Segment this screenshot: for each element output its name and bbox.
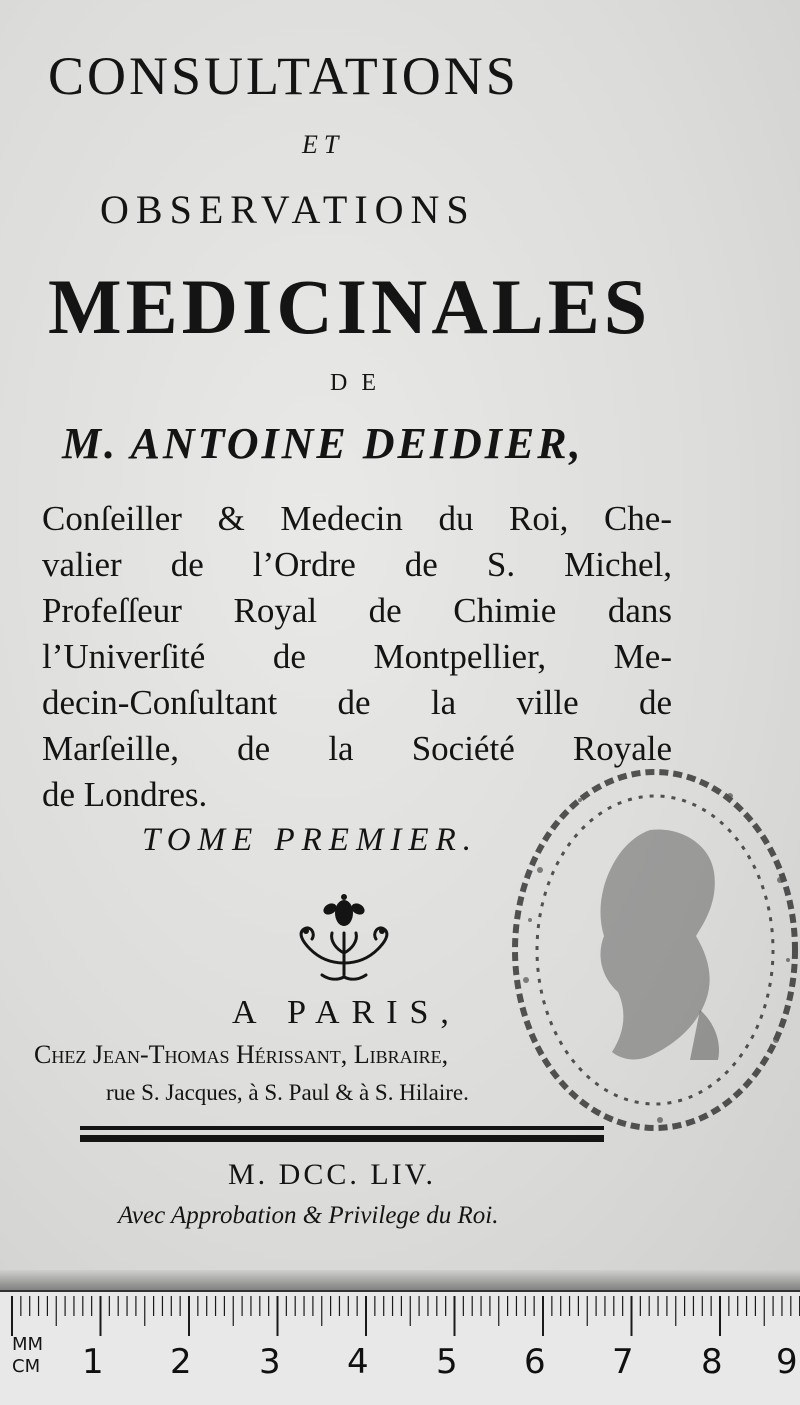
approbation-line: Avec Approbation & Privilege du Roi. — [118, 1202, 499, 1229]
ruler-number: 9 — [776, 1342, 798, 1382]
credentials-line: decin-Conſultant de la ville de — [42, 683, 672, 722]
title-line-medicinales: MEDICINALES — [48, 263, 652, 350]
ruler-number: 8 — [701, 1342, 723, 1382]
fleuron-ornament-icon — [292, 893, 396, 983]
publication-date: M. DCC. LIV. — [228, 1158, 436, 1191]
imprint-address: rue S. Jacques, à S. Paul & à S. Hilaire. — [106, 1080, 469, 1105]
author-name: M. ANTOINE DEIDIER, — [62, 419, 584, 468]
credentials-line: Profeſſeur Royal de Chimie dans — [42, 591, 672, 630]
ruler-number: 4 — [347, 1342, 369, 1382]
credentials-line: de Londres. — [42, 775, 208, 814]
ruler-unit-cm: CM — [12, 1356, 41, 1377]
measurement-ruler — [0, 1290, 800, 1405]
ruler-unit-mm: MM — [12, 1334, 44, 1355]
title-conjunction: ET — [302, 130, 345, 159]
title-preposition: DE — [330, 370, 390, 396]
credentials-line: Conſeiller & Medecin du Roi, Che- — [42, 499, 672, 538]
credentials-line: valier de l’Ordre de S. Michel, — [42, 545, 672, 584]
credentials-line: Marſeille, de la Société Royale — [42, 729, 672, 768]
imprint-publisher: Chez Jean-Thomas Hérissant, Libraire, — [34, 1040, 449, 1069]
ruler-number: 6 — [524, 1342, 546, 1382]
ruler-number: 3 — [259, 1342, 281, 1382]
imprint-city: A PARIS, — [232, 994, 461, 1031]
credentials-line: l’Univerſité de Montpellier, Me- — [42, 637, 672, 676]
ruler-number: 5 — [436, 1342, 458, 1382]
ruler-number: 7 — [612, 1342, 634, 1382]
ruler-number: 2 — [170, 1342, 192, 1382]
volume-label: TOME PREMIER. — [142, 822, 479, 858]
ruler-number: 1 — [82, 1342, 104, 1382]
title-line-consultations: CONSULTATIONS — [48, 46, 519, 106]
library-stamp-icon — [500, 760, 800, 1150]
ruler-ticks — [0, 1292, 800, 1405]
title-line-observations: OBSERVATIONS — [100, 187, 476, 232]
